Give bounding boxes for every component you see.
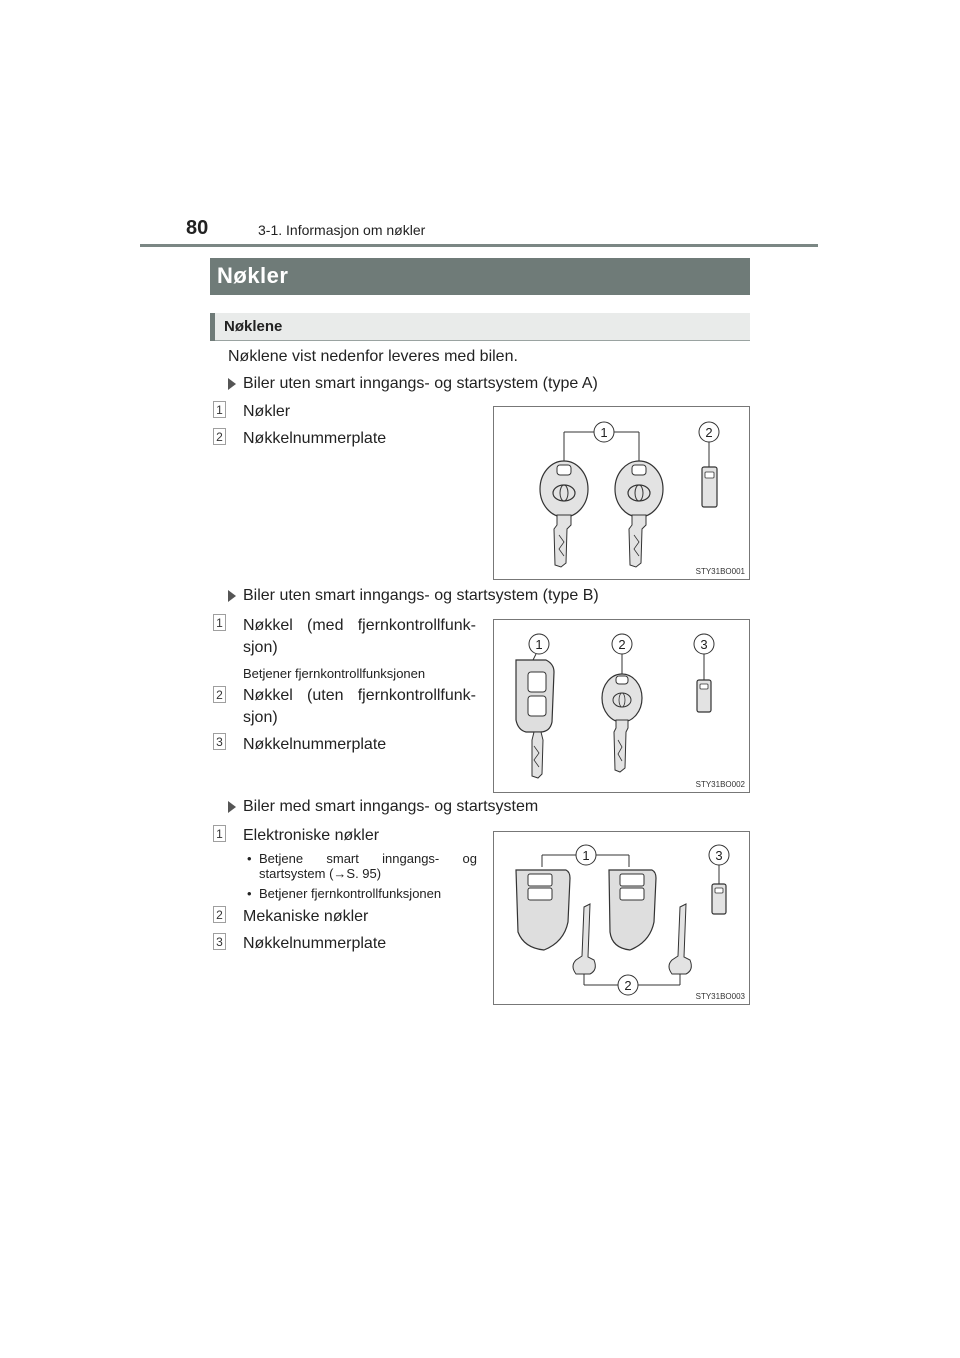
callout-2-icon [618, 975, 638, 995]
callout-number: 2 [618, 637, 626, 652]
header-rule [140, 244, 818, 247]
figure-keys-smart [493, 831, 750, 1005]
figure-keys-type-a [493, 406, 750, 580]
figure-code: STY31BO001 [695, 567, 745, 576]
intro-text: Nøklene vist nedenfor leveres med bilen. [228, 348, 518, 365]
key-left-icon [540, 461, 588, 567]
smart-key-left-icon [516, 870, 570, 950]
callout-2-icon [612, 634, 632, 674]
mechanical-key-left-icon [573, 904, 595, 974]
subtitle: Nøklene [224, 318, 283, 335]
key-number-plate-icon [702, 442, 717, 507]
callout-number: 2 [705, 425, 713, 440]
key-icon [602, 674, 642, 772]
callout-number: 3 [715, 848, 723, 863]
mechanical-key-right-icon [669, 904, 691, 974]
callout-number: 1 [535, 637, 543, 652]
callout-1-icon [529, 634, 549, 662]
item-number-text: 3 [216, 735, 223, 749]
section-label: 3-1. Informasjon om nøkler [258, 222, 426, 238]
bullet-text-line2: startsystem (→S. 95) [259, 866, 382, 881]
title-bar [210, 258, 750, 295]
item-number-2-icon [213, 686, 226, 703]
callout-3-icon [694, 634, 714, 680]
item-number-text: 3 [216, 935, 223, 949]
item-label: Nøkler [243, 403, 291, 420]
item-number-3-icon [213, 733, 226, 750]
item-label: Mekaniske nøkler [243, 908, 369, 925]
section-heading-type-b: Biler uten smart inngangs- og startsystem (type B) [243, 587, 599, 604]
smart-key-right-icon [609, 870, 656, 950]
figure-code: STY31BO002 [695, 780, 745, 789]
figure-code: STY31BO003 [695, 992, 745, 1001]
triangle-bullet-icon [228, 378, 236, 390]
item-note: Betjener fjernkontrollfunksjonen [243, 666, 426, 681]
figure-keys-type-b [493, 619, 750, 793]
item-number-3-icon [213, 933, 226, 950]
item-label: Nøkkelnummerplate [243, 430, 387, 447]
bullet-text-line1: Betjene smart inngangs- og [259, 851, 477, 866]
item-number-2-icon [213, 906, 226, 923]
callout-1-icon [594, 422, 614, 442]
item-label-line2: sjon) [243, 639, 278, 656]
triangle-bullet-icon [228, 801, 236, 813]
callout-number: 1 [600, 425, 608, 440]
triangle-bullet-icon [228, 590, 236, 602]
item-number-2-icon [213, 428, 226, 445]
remote-key-icon [516, 660, 554, 778]
item-label: Nøkkelnummerplate [243, 935, 387, 952]
callout-number: 1 [582, 848, 590, 863]
item-number-1-icon [213, 401, 226, 418]
page-title: Nøkler [217, 263, 289, 288]
item-number-text: 1 [216, 403, 223, 417]
item-label: Nøkkelnummerplate [243, 736, 387, 753]
item-number-text: 2 [216, 688, 223, 702]
item-number-text: 1 [216, 616, 223, 630]
callout-1-icon [576, 845, 596, 865]
callout-2-icon [699, 422, 719, 442]
key-number-plate-icon [697, 680, 711, 712]
item-number-text: 1 [216, 827, 223, 841]
subtitle-bar [210, 313, 750, 341]
subtitle-accent [210, 313, 215, 341]
section-heading-type-a: Biler uten smart inngangs- og startsystem (type A) [243, 375, 598, 392]
item-label-line1: Nøkkel (med fjernkontrollfunk- [243, 617, 476, 634]
item-number-text: 2 [216, 430, 223, 444]
callout-3-icon [709, 845, 729, 884]
section-heading-smart: Biler med smart inngangs- og startsystem [243, 798, 539, 815]
bullet-text: Betjener fjernkontrollfunksjonen [259, 886, 442, 901]
item-number-text: 2 [216, 908, 223, 922]
callout-number: 2 [624, 978, 632, 993]
key-right-icon [615, 461, 663, 567]
item-label-line2: sjon) [243, 709, 278, 726]
bullet-dot: • [247, 886, 252, 901]
bullet-dot: • [247, 851, 252, 866]
item-number-1-icon [213, 825, 226, 842]
item-number-1-icon [213, 614, 226, 631]
item-label: Elektroniske nøkler [243, 827, 380, 844]
page-number: 80 [186, 217, 209, 239]
key-number-plate-icon [712, 884, 726, 914]
callout-number: 3 [700, 637, 708, 652]
item-label-line1: Nøkkel (uten fjernkontrollfunk- [243, 687, 476, 704]
